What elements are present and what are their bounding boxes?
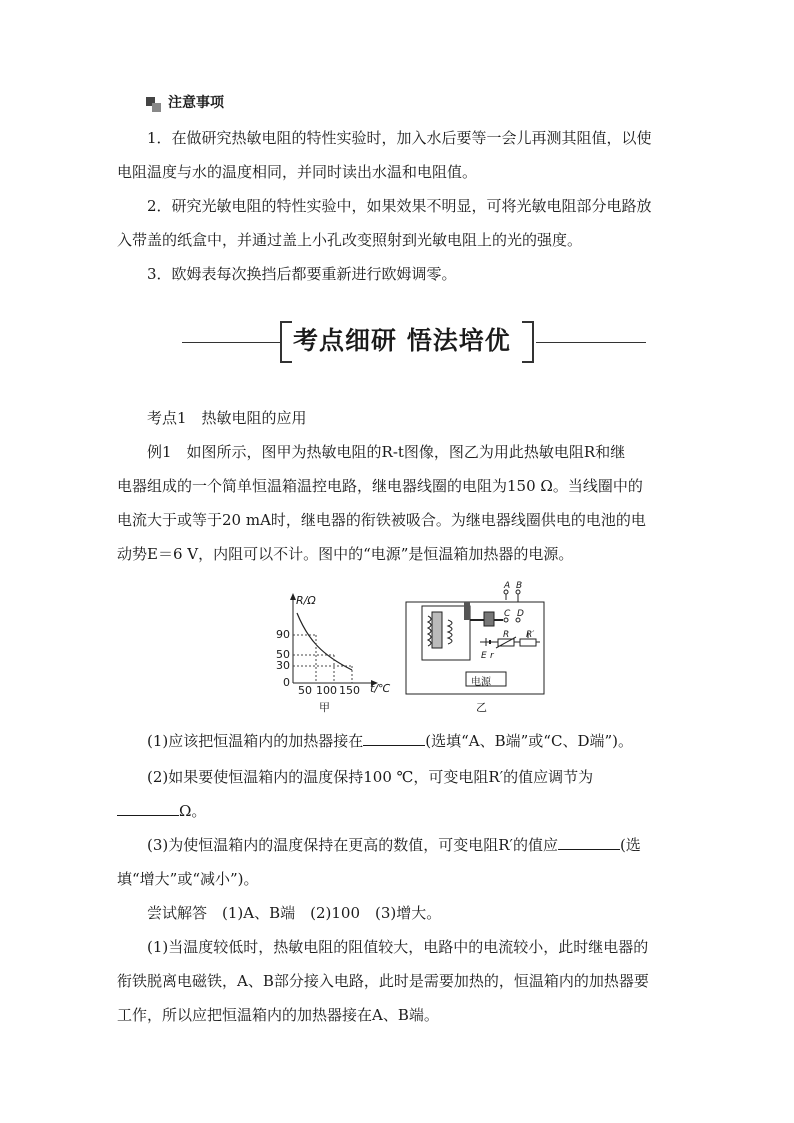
blank-line: [558, 835, 620, 850]
bracket-left-icon: [278, 320, 294, 364]
example-line: 例1 如图所示，图甲为热敏电阻的R-t图像，图乙为用此热敏电阻R和继: [147, 443, 626, 461]
label-d: D: [517, 609, 524, 619]
label-a: A: [504, 581, 511, 591]
question-3: (3)为使恒温箱内的温度保持在更高的数值，可变电阻R′的值应 (选: [147, 836, 641, 854]
notice-line: 入带盖的纸盒中，并通过盖上小孔改变照射到光敏电阻上的光的强度。: [117, 231, 583, 249]
power-label: 电源: [471, 677, 491, 688]
circuit-caption: 乙: [476, 701, 487, 714]
blank-line: [117, 801, 179, 816]
example-line: 电器组成的一个简单恒温箱温控电路，继电器线圈的电阻为150 Ω。当线圈中的: [117, 477, 643, 495]
graph-xlabel: t/℃: [370, 682, 391, 695]
answer-line: 工作，所以应把恒温箱内的加热器接在A、B端。: [117, 1006, 439, 1024]
notice-line: 1．在做研究热敏电阻的特性实验时，加入水后要等一会儿再测其阻值，以使: [147, 129, 652, 147]
label-e: E: [481, 651, 487, 661]
label-r-internal: r: [490, 651, 494, 661]
example-line: 动势E＝6 V，内阻可以不计。图中的“电源”是恒温箱加热器的电源。: [117, 545, 574, 563]
ytick-label: 50: [276, 648, 290, 661]
graph-caption: 甲: [319, 701, 330, 714]
armature: [464, 602, 470, 620]
blank-line: [363, 731, 425, 746]
xtick-label: 50: [298, 684, 312, 697]
notice-heading: 注意事项: [168, 95, 224, 111]
banner-rule-left: [182, 342, 282, 343]
iron-core: [432, 612, 442, 648]
heading-square-icon: [152, 103, 161, 112]
answer-line: (1)当温度较低时，热敏电阻的阻值较大，电路中的电流较小，此时继电器的: [147, 938, 649, 956]
ytick-label: 0: [283, 676, 290, 689]
answer-line: 衔铁脱离电磁铁，A、B部分接入电路，此时是需要加热的，恒温箱内的加热器要: [117, 972, 649, 990]
question-3-cont: 填“增大”或“减小”)。: [117, 870, 259, 888]
graph-ylabel: R/Ω: [296, 594, 316, 607]
label-c: C: [504, 609, 511, 619]
question-2-cont: Ω。: [117, 794, 682, 828]
notice-line: 电阻温度与水的温度相同，并同时读出水温和电阻值。: [117, 163, 478, 181]
question-2: (2)如果要使恒温箱内的温度保持100 ℃，可变电阻R′的值应调节为: [147, 768, 594, 786]
notice-line: 2．研究光敏电阻的特性实验中，如果效果不明显，可将光敏电阻部分电路放: [147, 197, 652, 215]
question-1: (1)应该把恒温箱内的加热器接在 (选填“A、B端”或“C、D端”)。: [147, 732, 633, 750]
banner-title: 考点细研 悟法培优: [293, 326, 511, 355]
label-r-prime: R′: [526, 630, 535, 640]
xtick-label: 100: [316, 684, 337, 697]
rheostat: [520, 639, 536, 646]
label-b: B: [516, 581, 523, 591]
bracket-right-icon: [520, 320, 536, 364]
answer-summary: 尝试解答 (1)A、B端 (2)100 (3)增大。: [147, 904, 442, 922]
notice-line: 3．欧姆表每次换挡后都要重新进行欧姆调零。: [147, 265, 457, 283]
example-line: 电流大于或等于20 mA时，继电器的衔铁被吸合。为继电器线圈供电的电池的电: [117, 511, 646, 529]
ytick-label: 30: [276, 659, 290, 672]
label-r: R: [503, 630, 510, 640]
contact-block: [484, 612, 494, 626]
banner-rule-right: [536, 342, 646, 343]
ytick-label: 90: [276, 628, 290, 641]
rt-curve: [297, 613, 352, 670]
xtick-label: 150: [339, 684, 360, 697]
section-title: 考点1 热敏电阻的应用: [147, 409, 307, 427]
